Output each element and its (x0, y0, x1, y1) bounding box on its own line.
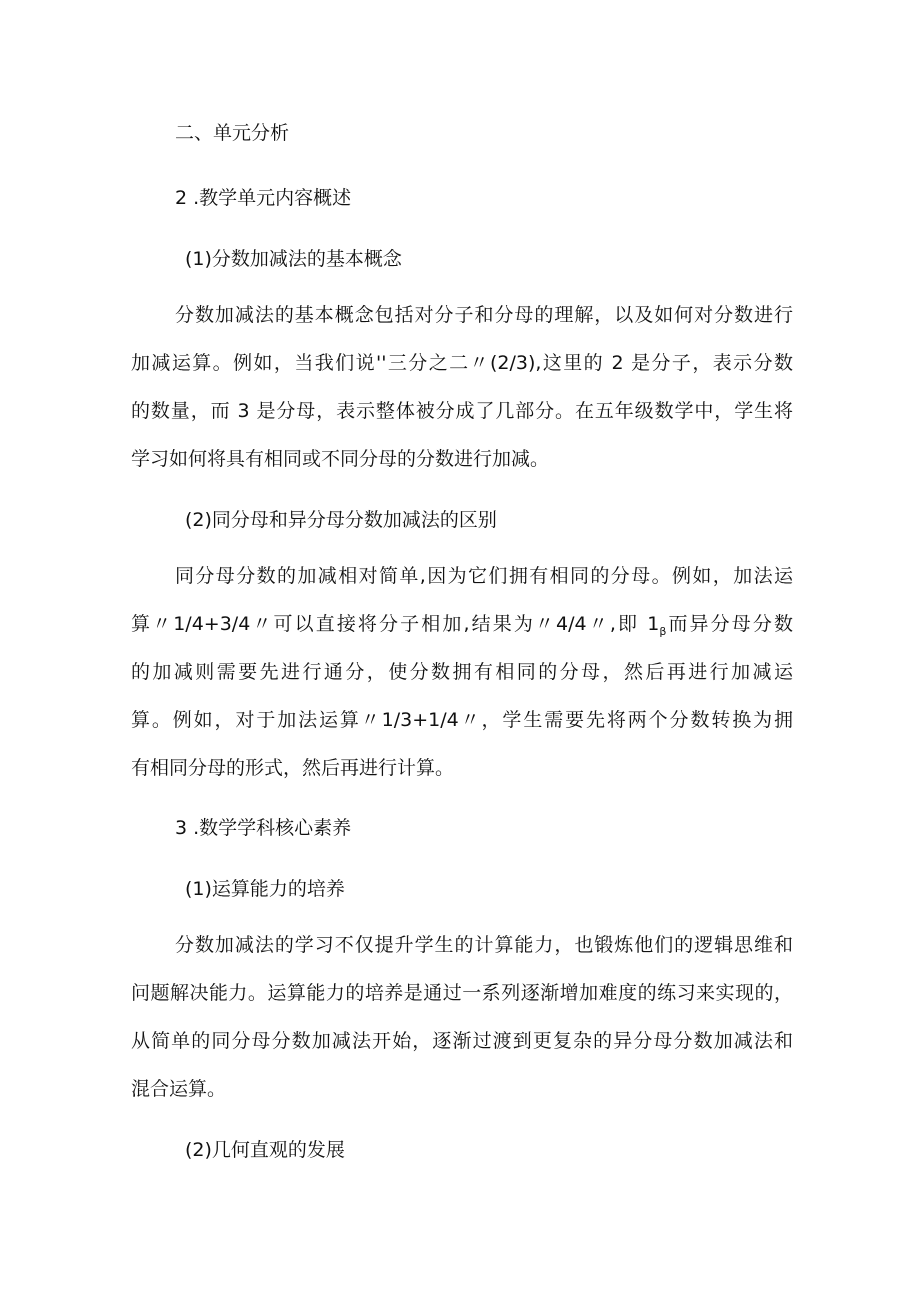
paragraph-2-line-2-subscript: β (659, 625, 667, 638)
heading-core-literacy: 3 .数学学科核心素养 (175, 817, 352, 839)
section-heading-unit-analysis: 二、单元分析 (175, 122, 290, 144)
paragraph-2-line-2-tail: 而异分母分数 (666, 613, 793, 635)
paragraph-2-line-4: 算。例如，对于加法运算〃1/3+1/4〃，学生需要先将两个分数转换为拥 (131, 709, 793, 731)
paragraph-3-line-2: 问题解决能力。运算能力的培养是通过一系列逐渐增加难度的练习来实现的， (131, 982, 793, 1004)
paragraph-3-line-1: 分数加减法的学习不仅提升学生的计算能力，也锻炼他们的逻辑思维和 (175, 934, 793, 956)
paragraph-3-line-3: 从简单的同分母分数加减法开始，逐渐过渡到更复杂的异分母分数加减法和 (131, 1030, 793, 1052)
paragraph-2-line-2 (131, 611, 793, 638)
paragraph-2-line-3: 的加减则需要先进行通分，使分数拥有相同的分母，然后再进行加减运 (131, 661, 793, 683)
paragraph-3-line-4: 混合运算。 (131, 1078, 227, 1100)
subheading-same-vs-different-denominators: (2)同分母和异分母分数加减法的区别 (185, 509, 497, 531)
heading-teaching-unit-overview: 2 .教学单元内容概述 (175, 187, 352, 209)
paragraph-2-line-2-main: 算〃1/4+3/4〃可以直接将分子相加,结果为〃4/4〃,即 1 (131, 613, 660, 635)
paragraph-1-line-3: 的数量，而 3 是分母，表示整体被分成了几部分。在五年级数学中，学生将 (131, 400, 793, 422)
paragraph-1-line-2: 加减运算。例如，当我们说''三分之二〃(2/3),这里的 2 是分子，表示分数 (131, 352, 793, 374)
paragraph-2-line-1: 同分母分数的加减相对简单,因为它们拥有相同的分母。例如，加法运 (175, 565, 793, 587)
subheading-geometric-intuition: (2)几何直观的发展 (185, 1139, 345, 1161)
paragraph-2-line-5: 有相同分母的形式，然后再进行计算。 (131, 757, 455, 779)
subheading-computational-ability: (1)运算能力的培养 (185, 878, 345, 900)
subheading-basic-concepts: (1)分数加减法的基本概念 (185, 248, 402, 270)
paragraph-1-line-1: 分数加减法的基本概念包括对分子和分母的理解，以及如何对分数进行 (175, 304, 793, 326)
paragraph-1-line-4: 学习如何将具有相同或不同分母的分数进行加减。 (131, 448, 550, 470)
